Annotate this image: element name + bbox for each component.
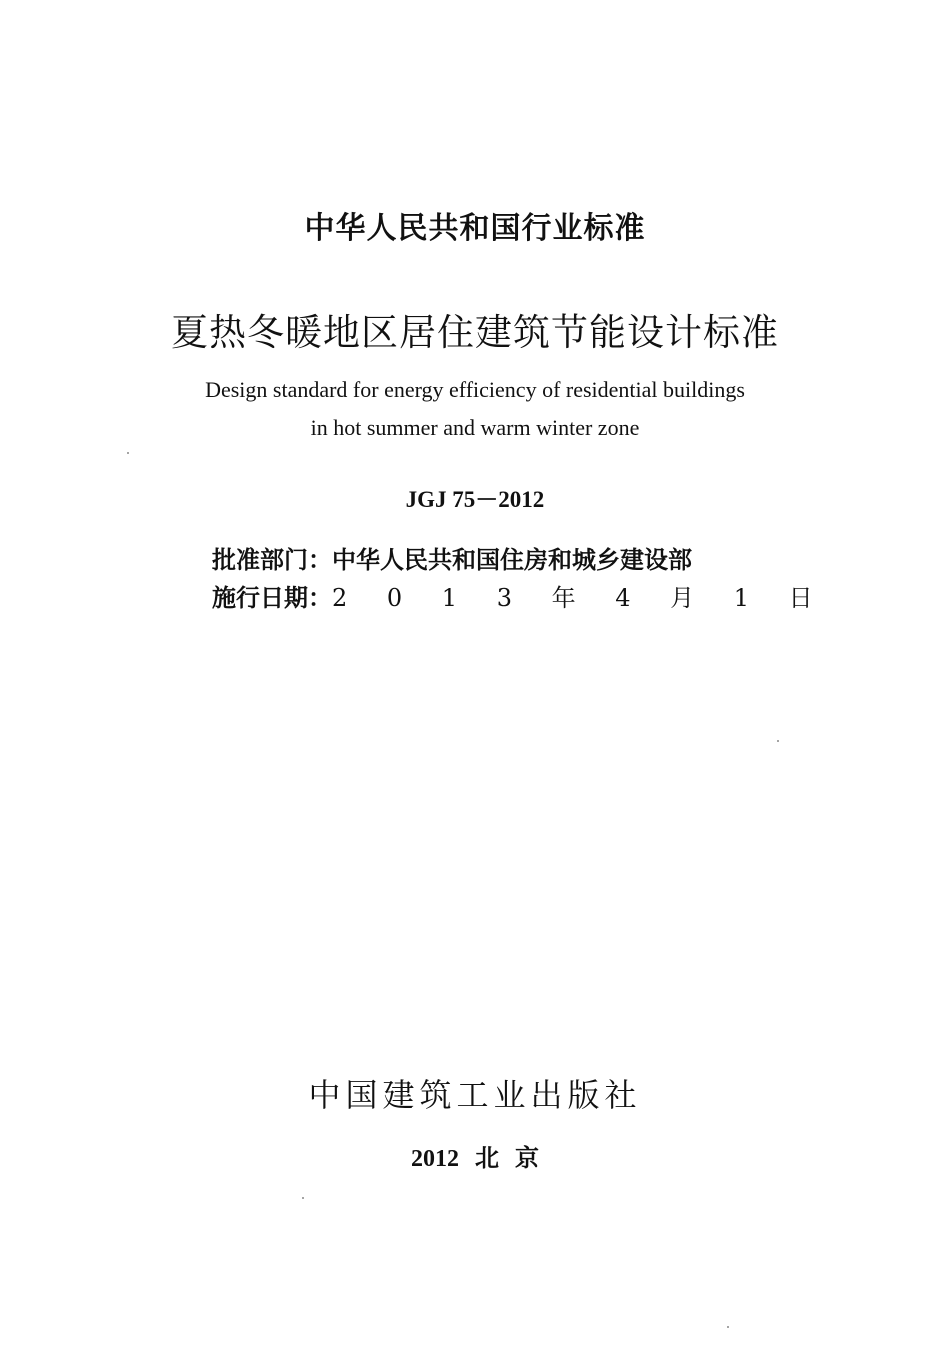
standard-category: 中华人民共和国行业标准 [304,211,646,246]
standard-code: JGJ 75－2012 [405,487,545,512]
scan-speck [777,740,779,742]
publisher-name: 中国建筑工业出版社 [308,1076,642,1114]
approval-label: 批准部门： [212,546,332,574]
approval-value: 中华人民共和国住房和城乡建设部 [332,546,692,574]
title-english-line-2: in hot summer and warm winter zone [310,415,640,440]
scan-speck [127,452,129,454]
title-english-line-1: Design standard for energy efficiency of residential buildings [205,377,745,402]
effective-date-value: 2 0 1 3 年 4 月 1 日 [332,584,829,612]
effective-date-row [212,578,829,613]
effective-date-label: 施行日期： [212,584,332,612]
scan-speck [302,1197,304,1199]
publication-year-place: 2012 北 京 [411,1146,539,1172]
scan-speck [727,1326,729,1328]
title-chinese: 夏热冬暖地区居住建筑节能设计标准 [171,311,779,354]
approval-row [212,540,692,575]
